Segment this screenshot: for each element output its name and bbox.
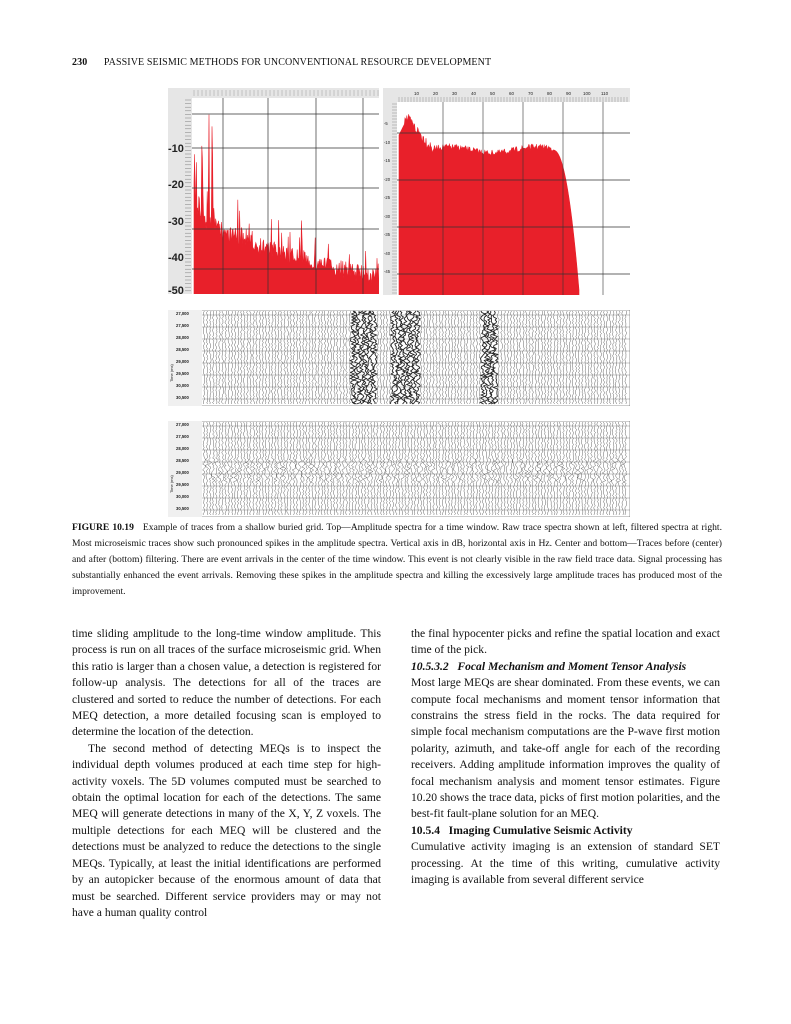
raw-time-tick: 29,000 bbox=[176, 359, 189, 364]
filtered-traces-panel bbox=[168, 421, 630, 517]
filtered-x-tick: 40 bbox=[471, 91, 477, 96]
filtered-spectrum-panel bbox=[383, 88, 630, 295]
raw-time-axis-label: Time (ms) bbox=[169, 364, 174, 382]
paragraph: time sliding amplitude to the long-time window amplitude. This process is run on all traces of the surface microseismic grid. When this ratio is larger than a chosen value, a detection is registered for follow-up analysis. The detections for all of the traces are clustered and sorted to reduce the number of detections. For each MEQ detection, a more detailed focusing scan is employed to determine the location of the detection. bbox=[72, 627, 381, 739]
paragraph: Most large MEQs are shear dominated. From these events, we can compute focal mechanisms and moment tensor information that constrains the stress field in the rocks. The data required for simple focal mechanism computations are the P-wave first motion polarity, azimuth, and take-off angle for each of the recording receivers. Adding amplitude information improves the quality of focal mechanism analysis and moment tensor estimates. Figure 10.20 shows the trace data, picks of first motion polarities, and the best-fit fault-plane solution for an MEQ. bbox=[411, 676, 720, 821]
filtered-x-tick: 90 bbox=[566, 91, 572, 96]
filtered-time-tick: 29,000 bbox=[176, 470, 189, 475]
filtered-y-tick: -40 bbox=[384, 251, 391, 256]
filtered-x-tick: 10 bbox=[414, 91, 420, 96]
figure-caption bbox=[72, 520, 722, 600]
raw-time-tick: 28,000 bbox=[176, 335, 189, 340]
filtered-y-tick: -5 bbox=[384, 121, 388, 126]
subsection-heading: 10.5.3.2 Focal Mechanism and Moment Tensor Analysis bbox=[411, 659, 687, 673]
filtered-time-tick: 28,000 bbox=[176, 446, 189, 451]
running-title: PASSIVE SEISMIC METHODS FOR UNCONVENTIONAL RESOURCE DEVELOPMENT bbox=[103, 57, 492, 68]
running-header bbox=[72, 57, 719, 68]
filtered-x-tick: 80 bbox=[547, 91, 553, 96]
raw-time-tick: 30,000 bbox=[176, 383, 189, 388]
filtered-x-tick: 30 bbox=[452, 91, 458, 96]
filtered-x-tick: 100 bbox=[583, 91, 591, 96]
raw-y-tick: -50 bbox=[168, 285, 184, 294]
filtered-time-tick: 28,500 bbox=[176, 458, 189, 463]
filtered-time-tick: 27,500 bbox=[176, 434, 189, 439]
filtered-time-tick: 30,500 bbox=[176, 506, 189, 511]
raw-traces-panel bbox=[168, 310, 630, 406]
page-number: 230 bbox=[72, 57, 88, 68]
filtered-time-tick: 30,000 bbox=[176, 494, 189, 499]
paragraph: the final hypocenter picks and refine the spatial location and exact time of the pick. bbox=[411, 627, 720, 657]
filtered-y-tick: -35 bbox=[384, 232, 391, 237]
filtered-time-tick: 27,000 bbox=[176, 422, 189, 427]
filtered-x-tick: 60 bbox=[509, 91, 515, 96]
figure-label: FIGURE 10.19 bbox=[72, 522, 134, 533]
raw-time-tick: 29,500 bbox=[176, 371, 189, 376]
raw-time-tick: 28,500 bbox=[176, 347, 189, 352]
filtered-x-tick: 110 bbox=[601, 91, 609, 96]
raw-y-tick: -40 bbox=[168, 252, 184, 264]
filtered-y-tick: -15 bbox=[384, 158, 391, 163]
filtered-y-tick: -45 bbox=[384, 269, 391, 274]
raw-time-tick: 30,500 bbox=[176, 395, 189, 400]
raw-time-tick: 27,000 bbox=[176, 311, 189, 316]
left-column bbox=[72, 626, 381, 921]
filtered-time-axis-label: Time (ms) bbox=[169, 475, 174, 493]
filtered-y-tick: -25 bbox=[384, 195, 391, 200]
raw-spectrum-panel bbox=[168, 88, 379, 294]
raw-y-tick: -10 bbox=[168, 143, 184, 155]
filtered-x-tick: 50 bbox=[490, 91, 496, 96]
right-column bbox=[411, 626, 720, 889]
filtered-y-tick: -20 bbox=[384, 177, 391, 182]
section-heading: 10.5.4 Imaging Cumulative Seismic Activity bbox=[411, 823, 633, 837]
filtered-time-tick: 29,500 bbox=[176, 482, 189, 487]
filtered-y-tick: -30 bbox=[384, 214, 391, 219]
raw-y-tick: -30 bbox=[168, 216, 184, 228]
caption-text: Example of traces from a shallow buried grid. Top—Amplitude spectra for a time window. Raw trace spectra shown at left, filtered spectra at right. Most microseismic traces show such pronounced spikes in the amplitude spectra. Vertical axis in dB, horizontal axis in Hz. Center and bottom—Traces before (center) and after (bottom) filtering. There are event arrivals in the center of the time window. This event is not clearly visible in the raw field trace data. Signal processing has substantially enhanced the event arrivals. Removing these spikes in the amplitude spectra and killing the excessively large amplitude traces has produced most of the improvement. bbox=[72, 522, 722, 597]
filtered-y-tick: -10 bbox=[384, 140, 391, 145]
filtered-x-tick: 20 bbox=[433, 91, 439, 96]
raw-time-tick: 27,500 bbox=[176, 323, 189, 328]
filtered-x-tick: 70 bbox=[528, 91, 534, 96]
raw-y-tick: -20 bbox=[168, 179, 184, 191]
paragraph: The second method of detecting MEQs is to inspect the individual depth volumes produced at each time step for high-activity voxels. The 5D volumes computed must be searched to obtain the optimal location for each of the detections. The same MEQ will generate detections in many of the X, Y, Z voxels. The multiple detections for each MEQ will be clustered and the detections must be analyzed to reduce the detections to the single MEQs. Typically, at least the initial identifications are performed by an autopicker because of the enormous amount of data that must be searched. Different service providers may or may not have a human quality control bbox=[72, 741, 381, 919]
paragraph: Cumulative activity imaging is an extension of standard SET processing. At the time of this writing, cumulative activity imaging is available from several different service bbox=[411, 840, 720, 887]
